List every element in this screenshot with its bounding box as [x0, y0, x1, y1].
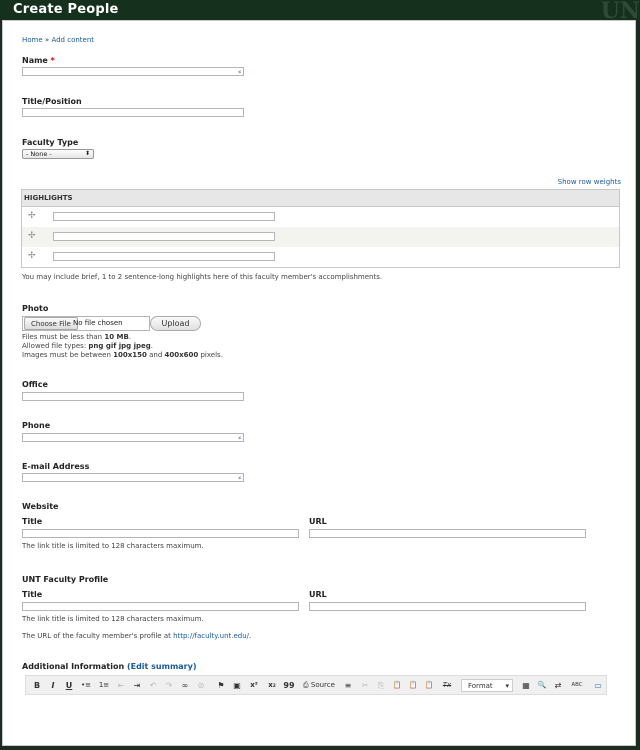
- website-title-input[interactable]: [22, 529, 299, 538]
- highlight-row: [22, 207, 619, 227]
- italic-button[interactable]: I: [51, 681, 55, 690]
- highlight-input-3[interactable]: [53, 252, 275, 261]
- faculty-type-selected: - None -: [26, 150, 52, 158]
- chevron-down-icon: ▾: [505, 682, 509, 690]
- replace-button[interactable]: ⇄: [554, 681, 562, 690]
- paste-text-button[interactable]: 📋: [408, 681, 418, 689]
- breadcrumb: [22, 36, 94, 44]
- drag-handle-icon[interactable]: ✢: [28, 251, 36, 261]
- highlight-row: [22, 247, 619, 267]
- highlights-description: You may include brief, 1 to 2 sentence-long highlights here of this faculty member's accomplishments.: [22, 273, 383, 281]
- breadcrumb-home-link[interactable]: Home: [22, 36, 43, 44]
- unt-profile-url-note: The URL of the faculty member's profile at http://faculty.unt.edu/.: [22, 632, 252, 640]
- title-position-label: Title/Position: [22, 97, 82, 106]
- breadcrumb-add-content-link[interactable]: Add content: [51, 36, 95, 44]
- photo-file-input[interactable]: [22, 316, 150, 331]
- bold-button[interactable]: B: [33, 681, 41, 690]
- unt-profile-url-label: URL: [309, 590, 327, 599]
- outdent-button[interactable]: ⇤: [117, 681, 125, 690]
- superscript-button[interactable]: x²: [250, 681, 258, 689]
- drag-handle-icon[interactable]: ✢: [28, 231, 36, 241]
- subscript-button[interactable]: x₂: [268, 681, 276, 689]
- name-input[interactable]: [22, 67, 244, 76]
- choose-file-button[interactable]: Choose File: [24, 317, 78, 330]
- unt-profile-url-input[interactable]: [309, 602, 586, 611]
- name-label: [22, 56, 55, 65]
- breadcrumb-separator: »: [44, 36, 50, 44]
- show-row-weights-link[interactable]: Show row weights: [557, 178, 621, 186]
- required-marker: *: [50, 56, 55, 65]
- title-position-input[interactable]: [22, 108, 244, 117]
- unt-profile-title-input[interactable]: [22, 602, 299, 611]
- email-label: E-mail Address: [22, 462, 90, 471]
- name-label-text: Name: [22, 56, 48, 65]
- office-label: Office: [22, 380, 48, 389]
- indent-button[interactable]: ⇥: [133, 681, 141, 690]
- unt-profile-title-label: Title: [22, 590, 43, 599]
- top-bar: [0, 0, 640, 20]
- link-button[interactable]: ∞: [181, 681, 189, 690]
- website-url-label: URL: [309, 517, 327, 526]
- highlights-header: HIGHLIGHTS: [22, 190, 619, 207]
- table-button[interactable]: ▦: [522, 681, 530, 690]
- spellcheck-button[interactable]: ABC: [571, 682, 583, 688]
- highlights-table: [21, 189, 620, 268]
- image-button[interactable]: ▣: [233, 681, 241, 690]
- faculty-profile-link[interactable]: http://faculty.unt.edu/: [173, 632, 250, 640]
- website-label: Website: [22, 502, 59, 511]
- office-input[interactable]: [22, 392, 244, 401]
- website-title-label: Title: [22, 517, 43, 526]
- bulleted-list-button[interactable]: •≡: [81, 681, 91, 689]
- underline-button[interactable]: U: [65, 681, 73, 690]
- unt-profile-title-note: The link title is limited to 128 characters maximum.: [22, 615, 204, 623]
- unlink-button[interactable]: ⊘: [197, 681, 205, 690]
- source-icon: ⎙: [303, 681, 309, 689]
- page-title: Create People: [13, 2, 119, 17]
- source-button-label: Source: [310, 681, 335, 689]
- website-url-input[interactable]: [309, 529, 586, 538]
- select-arrows-icon: ⬍: [84, 150, 90, 157]
- cut-button[interactable]: ✂: [361, 681, 369, 690]
- paste-button[interactable]: 📋: [392, 681, 402, 689]
- website-title-note: The link title is limited to 128 characters maximum.: [22, 542, 204, 550]
- autocomplete-icon: ⸗: [238, 67, 241, 76]
- autocomplete-icon: ⸗: [238, 433, 241, 442]
- phone-label: Phone: [22, 421, 51, 430]
- paste-word-button[interactable]: 📋: [424, 681, 434, 689]
- numbered-list-button[interactable]: 1≡: [98, 681, 110, 689]
- editor-toolbar: [25, 675, 607, 695]
- undo-button[interactable]: ↶: [149, 681, 157, 690]
- content-panel: [2, 20, 636, 746]
- no-file-chosen-text: No file chosen: [73, 319, 123, 327]
- copy-button[interactable]: ⎘: [377, 681, 385, 690]
- upload-button[interactable]: Upload: [150, 316, 201, 331]
- find-button[interactable]: 🔍: [537, 681, 547, 689]
- highlight-input-1[interactable]: [53, 212, 275, 221]
- highlight-row: [22, 227, 619, 247]
- maximize-button[interactable]: ▭: [594, 681, 602, 690]
- email-input[interactable]: [22, 473, 244, 482]
- faculty-type-label: Faculty Type: [22, 138, 79, 147]
- anchor-button[interactable]: ⚑: [217, 681, 225, 690]
- additional-info-label: Additional Information (Edit summary): [22, 662, 197, 671]
- faculty-type-select[interactable]: [22, 149, 94, 159]
- horizontal-rule-button[interactable]: ≡: [344, 681, 352, 690]
- autocomplete-icon: ⸗: [238, 473, 241, 482]
- format-dropdown-label: Format: [468, 682, 493, 690]
- redo-button[interactable]: ↷: [165, 681, 173, 690]
- blockquote-button[interactable]: 99: [283, 681, 295, 690]
- unt-watermark: UN: [600, 0, 640, 20]
- photo-description: Files must be less than 10 MB. Allowed file types: png gif jpg jpeg. Images must be between 100x150 and 400x600 pixels.: [22, 333, 223, 359]
- photo-label: Photo: [22, 304, 49, 313]
- remove-format-button[interactable]: Tx: [442, 681, 452, 689]
- drag-handle-icon[interactable]: ✢: [28, 211, 36, 221]
- unt-profile-label: UNT Faculty Profile: [22, 575, 109, 584]
- format-dropdown[interactable]: [461, 679, 513, 692]
- edit-summary-link[interactable]: Edit summary: [130, 662, 193, 671]
- source-button[interactable]: [300, 679, 338, 692]
- phone-input[interactable]: [22, 433, 244, 442]
- highlight-input-2[interactable]: [53, 232, 275, 241]
